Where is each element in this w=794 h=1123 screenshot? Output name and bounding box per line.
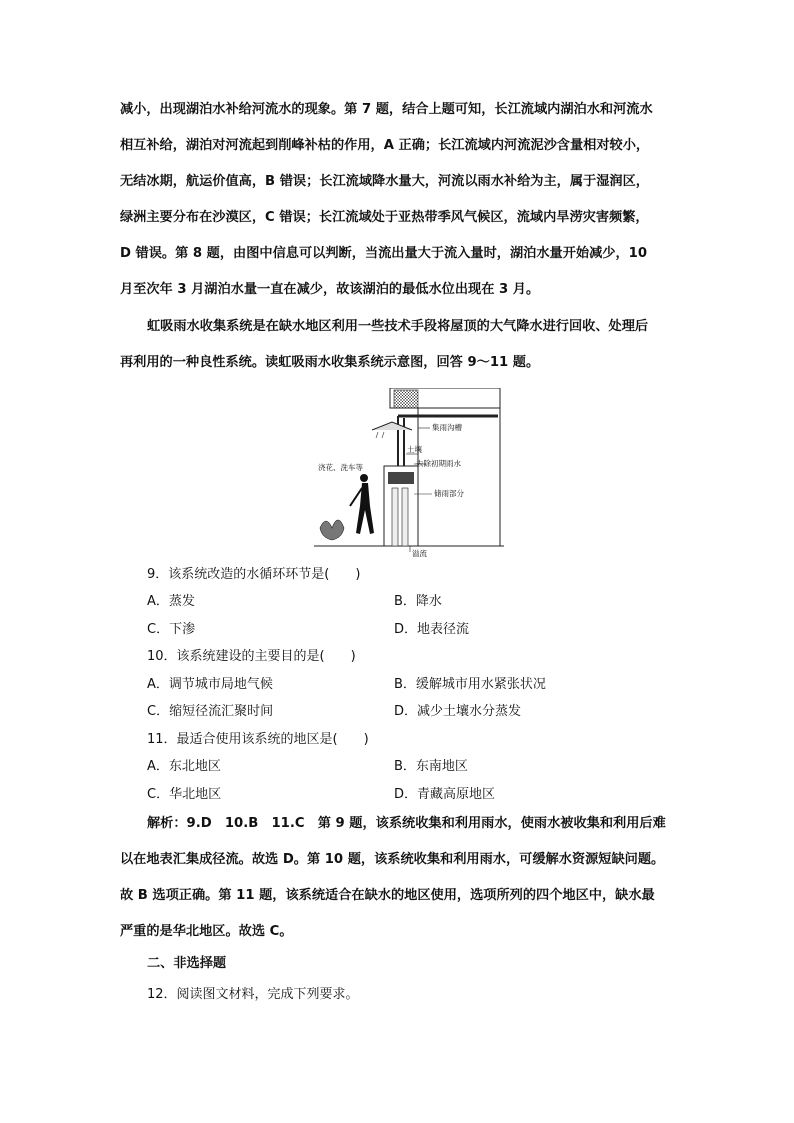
analysis-line-1: 解析：9.D 10.B 11.C 第 9 题，该系统收集和利用雨水，使雨水被收集和利用后难: [147, 816, 666, 831]
q11-option-d: D．青藏高原地区: [394, 787, 496, 802]
label-watering: 浇花、洗车等: [318, 463, 363, 472]
label-soil: 土壤: [407, 445, 422, 454]
q9-option-a: A．蒸发: [147, 594, 195, 609]
label-remove-initial: 去除初期雨水: [416, 459, 461, 468]
intro-line-2: 再利用的一种良性系统。读虹吸雨水收集系统示意图，回答 9～11 题。: [120, 355, 540, 370]
q9-option-d: D．地表径流: [394, 622, 470, 637]
analysis-line-2: 以在地表汇集成径流。故选 D。第 10 题，该系统收集和利用雨水，可缓解水资源短缺问题。: [120, 852, 665, 867]
paragraph-line-6: 月至次年 3 月湖泊水量一直在减少，故该湖泊的最低水位出现在 3 月。: [120, 282, 540, 297]
q9-option-b: B．降水: [394, 594, 442, 609]
rainwater-system-figure: [314, 388, 504, 560]
q11-option-a: A．东北地区: [147, 759, 221, 774]
q10-option-b: B．缓解城市用水紧张状况: [394, 677, 546, 692]
section-heading: 二、非选择题: [147, 956, 227, 971]
label-gutter: 集雨沟槽: [432, 423, 462, 432]
paragraph-line-4: 绿洲主要分布在沙漠区，C 错误；长江流域处于亚热带季风气候区，流域内旱涝灾害频繁，: [120, 210, 649, 225]
q10-option-c: C．缩短径流汇聚时间: [147, 704, 274, 719]
q9-option-c: C．下渗: [147, 622, 196, 637]
paragraph-line-3: 无结冰期，航运价值高，B 错误；长江流域降水量大，河流以雨水补给为主，属于湿润区，: [120, 174, 649, 189]
label-storage: 储雨部分: [434, 489, 464, 498]
question-11-stem: 11．最适合使用该系统的地区是( ): [147, 732, 369, 747]
q11-option-b: B．东南地区: [394, 759, 468, 774]
question-12-stem: 12．阅读图文材料，完成下列要求。: [147, 987, 359, 1002]
q11-option-c: C．华北地区: [147, 787, 222, 802]
label-overflow: 溢流: [412, 549, 427, 558]
intro-line-1: 虹吸雨水收集系统是在缺水地区利用一些技术手段将屋顶的大气降水进行回收、处理后: [147, 319, 649, 334]
q10-option-d: D．减少土壤水分蒸发: [394, 704, 522, 719]
question-9-stem: 9．该系统改造的水循环环节是( ): [147, 567, 361, 582]
paragraph-line-1: 减小，出现湖泊水补给河流水的现象。第 7 题，结合上题可知，长江流域内湖泊水和河流水: [120, 102, 653, 117]
analysis-line-3: 故 B 选项正确。第 11 题，该系统适合在缺水的地区使用，选项所列的四个地区中，缺水最: [120, 888, 655, 903]
paragraph-line-2: 相互补给，湖泊对河流起到削峰补枯的作用，A 正确；长江流域内河流泥沙含量相对较小，: [120, 138, 650, 153]
paragraph-line-5: D 错误。第 8 题，由图中信息可以判断，当流出量大于流入量时，湖泊水量开始减少，10: [120, 246, 647, 261]
q10-option-a: A．调节城市局地气候: [147, 677, 273, 692]
analysis-line-4: 严重的是华北地区。故选 C。: [120, 924, 293, 939]
question-10-stem: 10．该系统建设的主要目的是( ): [147, 649, 356, 664]
